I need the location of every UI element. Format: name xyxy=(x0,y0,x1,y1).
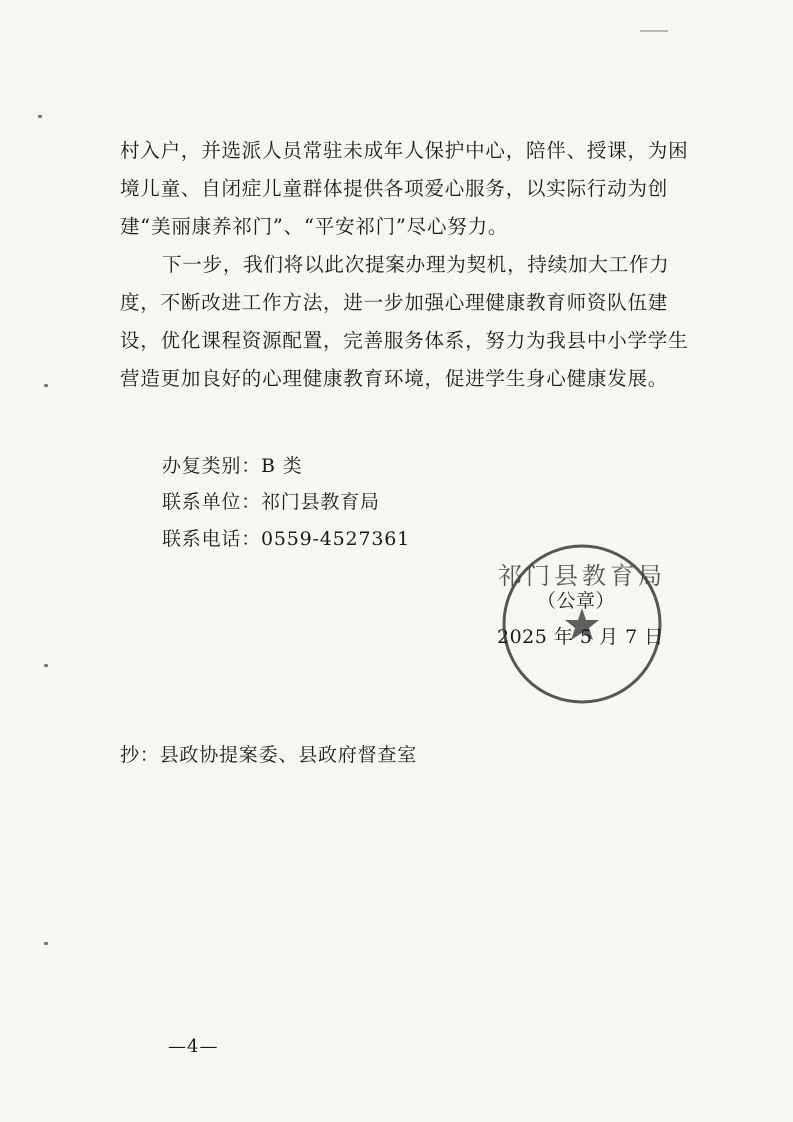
scan-artifact xyxy=(640,30,668,32)
contact-unit: 联系单位：祁门县教育局 xyxy=(162,491,380,513)
page-number: —4— xyxy=(168,1036,219,1057)
seal-note: （公章） xyxy=(537,590,616,612)
body-paragraph-1: 村入户，并选派人员常驻未成年人保护中心，陪伴、授课，为困境儿童、自闭症儿童群体提供各项爱心服务，以实际行动为创建“美丽康养祁门”、“平安祁门”尽心努力。 xyxy=(120,139,689,238)
seal-text: 祁门县教育局 xyxy=(498,562,666,590)
scan-speck xyxy=(38,115,42,118)
signature-date xyxy=(497,590,664,649)
scan-speck xyxy=(44,384,48,387)
reply-category: 办复类别：B 类 xyxy=(162,455,303,477)
body-paragraph-2: 下一步，我们将以此次提案办理为契机，持续加大工作力度，不断改进工作方法，进一步加强心理健康教育师资队伍建设，优化课程资源配置，完善服务体系，努力为我县中小学学生营造更加良好的心理健康教育环境，促进学生身心健康发展。 xyxy=(120,253,689,390)
contact-phone: 联系电话：0559-4527361 xyxy=(162,528,410,550)
scan-speck xyxy=(44,942,48,945)
scan-speck xyxy=(44,664,48,667)
date-text: 2025 年 5 月 7 日 xyxy=(497,626,664,648)
cc-line: 抄：县政协提案委、县政府督查室 xyxy=(120,744,418,766)
